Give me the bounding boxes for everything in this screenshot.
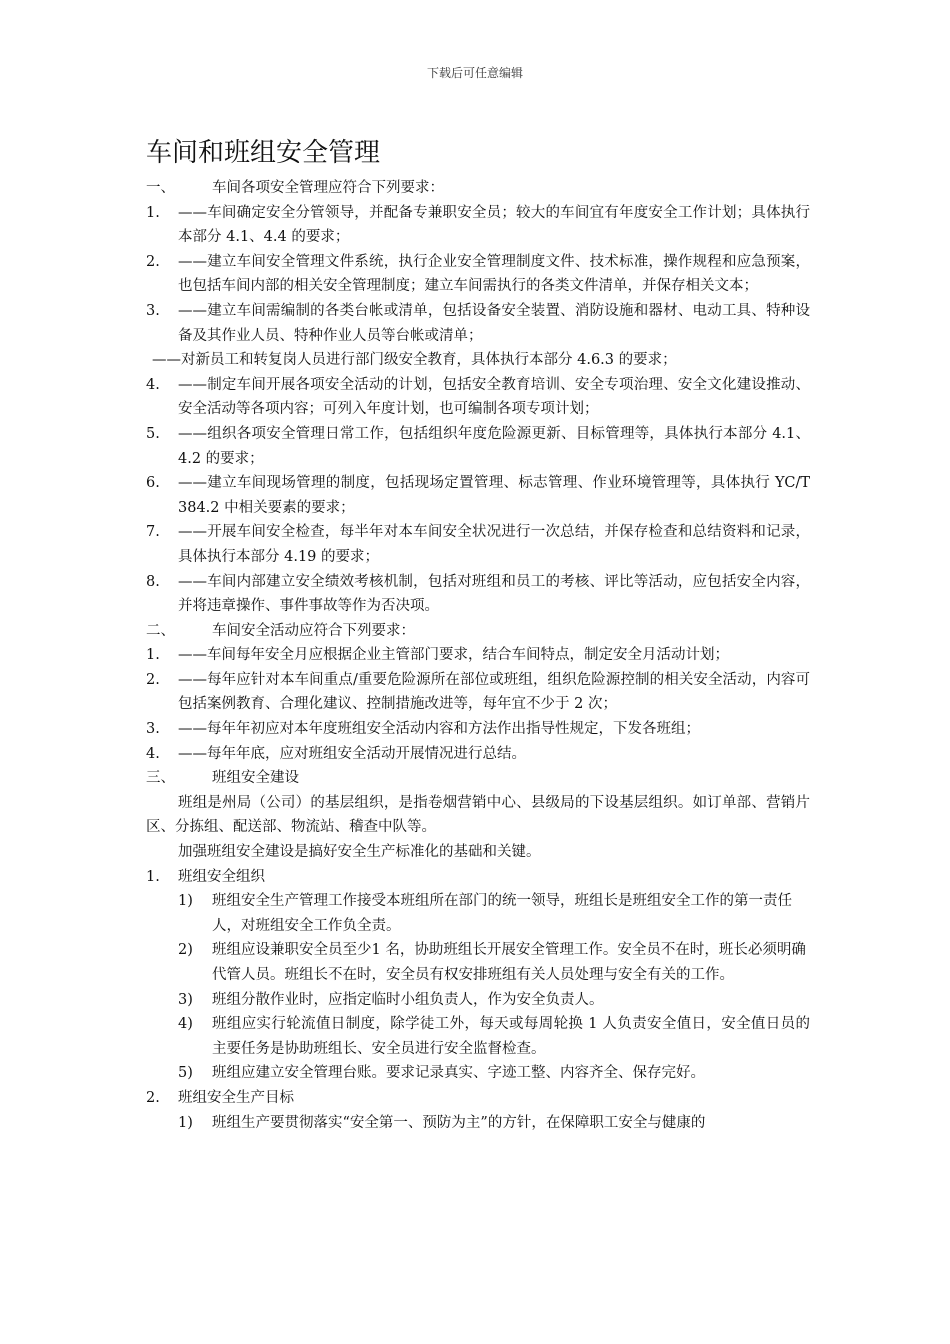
subsection-heading xyxy=(146,1086,810,1111)
subsection-heading-text: 班组安全生产目标 xyxy=(178,1089,294,1106)
subsection-number: 2. xyxy=(146,1089,160,1106)
item-text: ——制定车间开展各项安全活动的计划，包括安全教育培训、安全专项治理、安全文化建设推动、安全活动等各项内容；可列入年度计划，也可编制各项专项计划； xyxy=(178,376,810,418)
item-text: ——建立车间需编制的各类台帐或清单，包括设备安全装置、消防设施和器材、电动工具、特种设备及其作业人员、特种作业人员等台帐或清单； xyxy=(178,302,810,344)
item-number: 2. xyxy=(146,253,160,270)
item-number: 1. xyxy=(146,204,160,221)
item-text: ——对新员工和转复岗人员进行部门级安全教育，具体执行本部分 4.6.3 的要求； xyxy=(152,352,677,369)
item-text: 班组应建立安全管理台账。要求记录真实、字迹工整、内容齐全、保存完好。 xyxy=(212,1065,705,1082)
subsection-number: 1. xyxy=(146,868,160,885)
item-number: 8. xyxy=(146,573,160,590)
item-number: 7. xyxy=(146,524,160,541)
item-text: 班组分散作业时，应指定临时小组负责人，作为安全负责人。 xyxy=(212,991,604,1008)
section-heading xyxy=(146,766,810,791)
item-number: 5) xyxy=(178,1065,193,1082)
list-item xyxy=(146,570,810,619)
section-heading xyxy=(146,619,810,644)
item-number: 4. xyxy=(146,745,160,762)
item-number: 4) xyxy=(178,1016,193,1033)
item-text: 班组生产要贯彻落实“安全第一、预防为主”的方针，在保障职工安全与健康的 xyxy=(212,1114,706,1131)
list-item xyxy=(146,201,810,250)
item-text: ——车间每年安全月应根据企业主管部门要求，结合车间特点，制定安全月活动计划； xyxy=(178,647,729,664)
page-header: 下载后可任意编辑 xyxy=(426,66,523,80)
document-body xyxy=(146,176,810,1135)
item-number: 1. xyxy=(146,647,160,664)
item-text: ——开展车间安全检查，每半年对本车间安全状况进行一次总结，并保存检查和总结资料和记录，具体执行本部分 4.19 的要求； xyxy=(178,524,810,565)
list-item xyxy=(146,988,810,1013)
section-number: 二、 xyxy=(146,622,175,639)
list-item xyxy=(146,1012,810,1061)
list-item xyxy=(146,938,810,987)
subsection-heading xyxy=(146,865,810,890)
item-text: ——每年年初应对本年度班组安全活动内容和方法作出指导性规定，下发各班组； xyxy=(178,721,700,738)
item-number: 5. xyxy=(146,425,160,442)
item-text: 班组安全生产管理工作接受本班组所在部门的统一领导，班组长是班组安全工作的第一责任人，对班组安全工作负全责。 xyxy=(212,893,792,934)
paragraph: 加强班组安全建设是搞好安全生产标准化的基础和关键。 xyxy=(178,844,541,861)
item-text: ——建立车间现场管理的制度，包括现场定置管理、标志管理、作业环境管理等，具体执行 YC/T 384.2 中相关要素的要求； xyxy=(178,475,810,516)
list-item xyxy=(146,471,810,520)
item-number: 1) xyxy=(178,1114,193,1131)
list-item xyxy=(146,422,810,471)
subsection-heading-text: 班组安全组织 xyxy=(178,868,265,885)
item-text: ——车间确定安全分管领导，并配备专兼职安全员；较大的车间宜有年度安全工作计划；具体执行本部分 4.1、4.4 的要求； xyxy=(178,204,810,246)
item-number: 1) xyxy=(178,893,193,910)
item-text: ——车间内部建立安全绩效考核机制，包括对班组和员工的考核、评比等活动，应包括安全内容，并将违章操作、事件事故等作为否决项。 xyxy=(178,573,810,615)
section-number: 三、 xyxy=(146,770,175,787)
item-text: ——组织各项安全管理日常工作，包括组织年度危险源更新、目标管理等，具体执行本部分 4.1、4.2 的要求； xyxy=(178,425,810,467)
item-number: 4. xyxy=(146,376,160,393)
item-text: ——每年应针对本车间重点/重要危险源所在部位或班组，组织危险源控制的相关安全活动，内容可包括案例教育、合理化建议、控制措施改进等，每年宜不少于 2 次； xyxy=(178,671,810,713)
list-item xyxy=(146,717,810,742)
section-heading-text: 车间安全活动应符合下列要求： xyxy=(212,622,415,639)
list-item xyxy=(146,520,810,569)
document-title: 车间和班组安全管理 xyxy=(146,138,381,168)
paragraph: 班组是州局（公司）的基层组织，是指卷烟营销中心、县级局的下设基层组织。如订单部、营销片区、分拣组、配送部、物流站、稽查中队等。 xyxy=(146,794,810,836)
list-item xyxy=(146,1111,810,1136)
item-text: ——建立车间安全管理文件系统，执行企业安全管理制度文件、技术标准，操作规程和应急预案，也包括车间内部的相关安全管理制度；建立车间需执行的各类文件清单，并保存相关文本； xyxy=(178,253,810,295)
list-item xyxy=(146,373,810,422)
item-number: 3) xyxy=(178,991,193,1008)
item-text: ——每年年底，应对班组安全活动开展情况进行总结。 xyxy=(178,745,526,762)
list-item xyxy=(146,250,810,299)
list-item xyxy=(146,668,810,717)
item-number: 3. xyxy=(146,721,160,738)
item-text: 班组应设兼职安全员至少1 名，协助班组长开展安全管理工作。安全员不在时，班长必须明确代管人员。班组长不在时，安全员有权安排班组有关人员处理与安全有关的工作。 xyxy=(212,942,806,983)
section-number: 一、 xyxy=(146,180,175,196)
section-heading xyxy=(146,176,810,201)
list-item xyxy=(146,1061,810,1086)
item-text: 班组应实行轮流值日制度，除学徒工外，每天或每周轮换 1 人负责安全值日，安全值日员的主要任务是协助班组长、安全员进行安全监督检查。 xyxy=(212,1016,810,1057)
section-heading-text: 班组安全建设 xyxy=(212,770,299,787)
item-number: 3. xyxy=(146,302,160,319)
item-number: 6. xyxy=(146,475,160,492)
list-item xyxy=(146,299,810,348)
list-item xyxy=(146,643,810,668)
item-number: 2) xyxy=(178,942,193,959)
list-item xyxy=(146,348,810,373)
list-item xyxy=(146,889,810,938)
item-number: 2. xyxy=(146,671,160,688)
section-heading-text: 车间各项安全管理应符合下列要求： xyxy=(212,180,444,196)
list-item xyxy=(146,742,810,767)
